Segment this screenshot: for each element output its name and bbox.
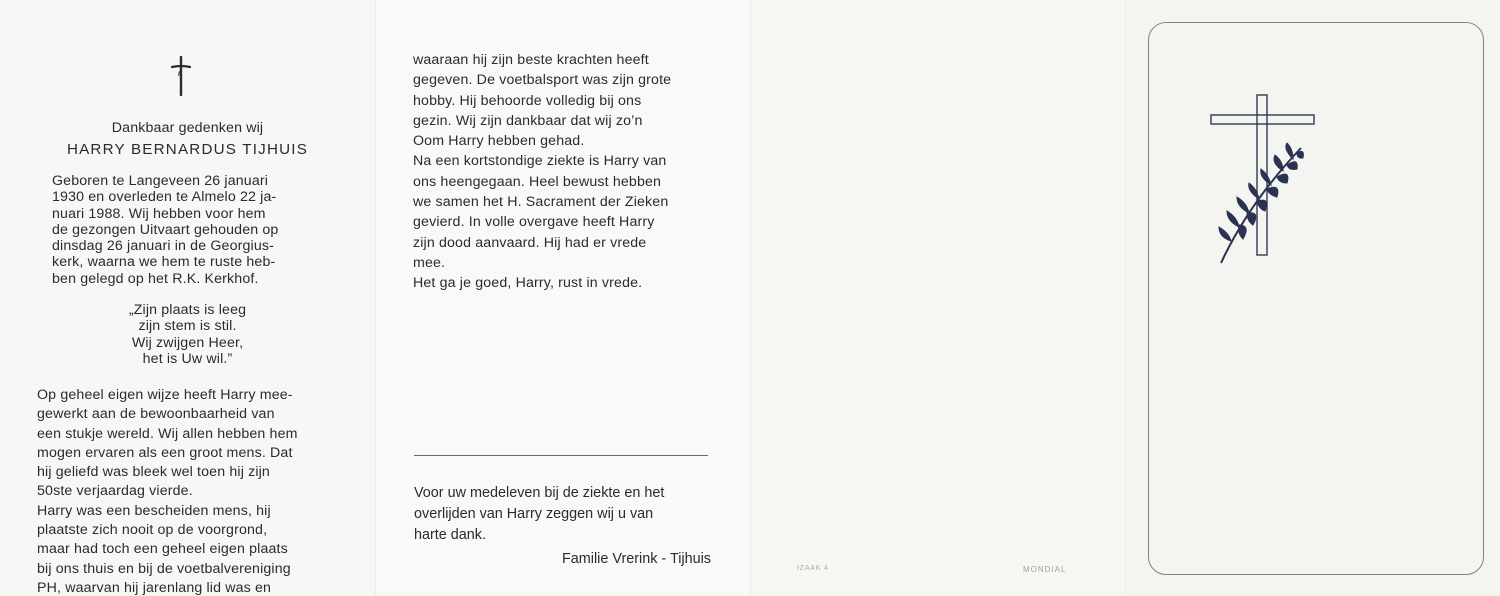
poem [70, 302, 305, 367]
card-frame [1148, 22, 1484, 575]
eulogy-line: Op geheel eigen wijze heeft Harry mee- [37, 387, 293, 403]
eulogy-line: mogen ervaren als een groot mens. Dat [37, 444, 293, 461]
eulogy-paragraph [413, 52, 707, 149]
brand-mark: MONDIAL [1023, 565, 1067, 574]
deceased-name: HARRY BERNARDUS TIJHUIS [66, 141, 309, 158]
thanks-line: Voor uw medeleven bij de ziekte en het [414, 485, 665, 501]
eulogy-line: waaraan hij zijn beste krachten heeft [413, 52, 649, 68]
card-panel-front [1125, 0, 1500, 595]
birth-line: de gezongen Uitvaart gehouden op [52, 221, 279, 238]
eulogy-line: maar had toch een geheel eigen plaats [37, 541, 288, 558]
thanks-line: overlijden van Harry zeggen wij u van [414, 506, 654, 522]
thanks-text [414, 483, 712, 546]
poem-line: Wij zwijgen Heer, [131, 334, 244, 351]
cross-with-palm-icon [1209, 93, 1339, 278]
eulogy-line: 50ste verjaardag vierde. [37, 483, 193, 500]
eulogy-paragraph [37, 387, 334, 500]
eulogy-line: gezin. Wij zijn dankbaar dat wij zo’n [413, 112, 643, 129]
card-panel-left [0, 0, 375, 595]
birth-line: dinsdag 26 januari in de Georgius- [52, 238, 274, 255]
eulogy-line: een stukje wereld. Wij allen hebben hem [37, 425, 298, 442]
eulogy-paragraph [37, 503, 334, 596]
divider [414, 455, 708, 456]
intro-line: Dankbaar gedenken wij [111, 120, 264, 136]
eulogy-continued [413, 52, 707, 292]
small-cross-icon [170, 56, 192, 96]
thanks-line: harte dank. [414, 527, 487, 543]
eulogy-line: zijn dood aanvaard. Hij had er vrede [413, 234, 647, 251]
closing-line: Het ga je goed, Harry, rust in vrede. [413, 275, 643, 292]
eulogy-line: Na een kortstondige ziekte is Harry van [413, 153, 667, 170]
eulogy-text [37, 387, 334, 596]
eulogy-line: bij ons thuis en bij de voetbalvereniging [37, 560, 291, 577]
printer-mark: IZAAK 4 [797, 565, 829, 572]
card-panel-blank [750, 0, 1125, 595]
birth-line: 1930 en overleden te Almelo 22 ja- [52, 189, 277, 206]
birth-line: kerk, waarna we hem te ruste heb- [52, 254, 276, 271]
eulogy-line: hobby. Hij behoorde volledig bij ons [413, 92, 642, 109]
eulogy-line: we samen het H. Sacrament der Zieken [413, 194, 669, 211]
poem-line: „Zijn plaats is leeg [128, 302, 247, 318]
eulogy-paragraph [413, 153, 707, 271]
eulogy-line: Harry was een bescheiden mens, hij [37, 502, 271, 519]
birth-line: ben gelegd op het R.K. Kerkhof. [52, 270, 259, 287]
eulogy-line: mee. [413, 254, 446, 271]
birth-line: nuari 1988. Wij hebben voor hem [52, 205, 266, 222]
eulogy-line: gegeven. De voetbalsport was zijn grote [413, 72, 672, 89]
family-signature: Familie Vrerink - Tijhuis [562, 551, 711, 567]
eulogy-line: hij geliefd was bleek wel toen hij zijn [37, 464, 270, 481]
eulogy-line: Oom Harry hebben gehad. [413, 133, 585, 150]
card-panel-middle [375, 0, 750, 595]
poem-line: het is Uw wil.” [142, 350, 233, 367]
birth-death-text [52, 173, 316, 287]
eulogy-line: plaatste zich nooit op de voorgrond, [37, 522, 268, 539]
eulogy-line: gewerkt aan de bewoonbaarheid van [37, 406, 275, 423]
eulogy-line: gevierd. In volle overgave heeft Harry [413, 214, 655, 231]
eulogy-line: ons heengegaan. Heel bewust hebben [413, 173, 662, 190]
poem-line: zijn stem is stil. [138, 318, 237, 335]
eulogy-line: PH, waarvan hij jarenlang lid was en [37, 579, 272, 596]
birth-line: Geboren te Langeveen 26 januari [52, 173, 269, 189]
